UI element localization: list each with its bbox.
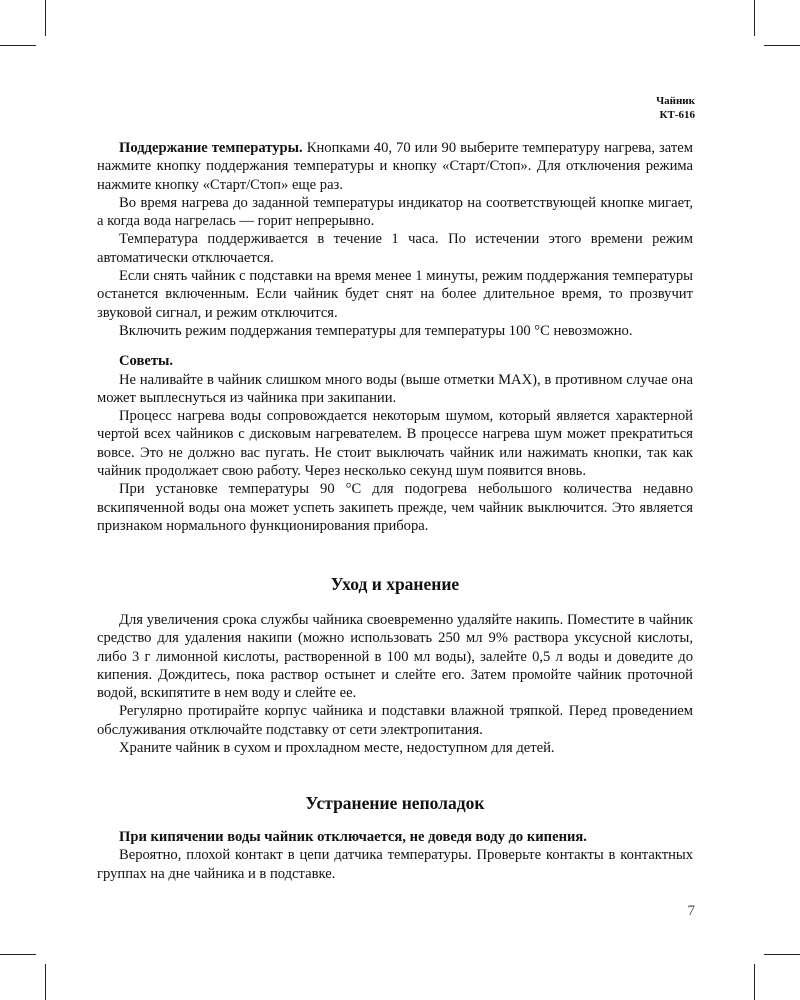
crop-mark <box>754 964 755 1000</box>
paragraph: Храните чайник в сухом и прохладном месте, недоступном для детей. <box>119 740 555 757</box>
crop-mark <box>45 0 46 36</box>
section-heading: Советы. <box>119 353 174 370</box>
crop-mark <box>0 45 36 46</box>
troubleshooting-text <box>97 828 693 883</box>
paragraph: Не наливайте в чайник слишком много воды (выше отметки МАХ), в противном случае она может выплеснуться из чайника при закипании. <box>97 371 693 406</box>
running-header <box>656 94 695 122</box>
header-product: Чайник <box>656 95 695 107</box>
paragraph: Для увеличения срока службы чайника своевременно удаляйте накипь. Поместите в чайник средство для удаления накипи (можно использовать 250 мл 9% раствора уксусной кислоты, либо 3 г лимонной кислоты, растворенной в 100 мл воды), залейте 0,5 л воды и доведите до кипения. Дождитесь, пока раствор остынет и слейте его. Затем промойте чайник проточной водой, вскипятите в нем воду и слейте ее. <box>97 612 693 702</box>
paragraph: Если снять чайник с подставки на время менее 1 минуты, режим поддержания температуры останется включенным. Если чайник будет снят на более длительное время, то прозвучит звуковой сигнал, и режим отключится. <box>97 268 693 321</box>
crop-mark <box>754 0 755 36</box>
paragraph: При установке температуры 90 °С для подогрева небольшого количества недавно вскипяченной воды она может успеть закипеть прежде, чем чайник выключится. Это является признаком нормального функционирования прибора. <box>97 481 693 534</box>
crop-mark <box>45 964 46 1000</box>
paragraph: Процесс нагрева воды сопровождается некоторым шумом, который является характерной чертой всех чайников с дисковым нагревателем. В процессе нагрева шум может прекратиться вовсе. Это не должно вас пугать. Не стоит выключать чайник или нажимать кнопки, так как чайник продолжает свою работу. Через несколько секунд шум появится вновь. <box>97 408 693 480</box>
section-heading: Поддержание температуры. <box>119 140 303 156</box>
paragraph: Поддержание температуры. Кнопками 40, 70 или 90 выберите температуру нагрева, затем нажмите кнопку поддержания температуры и кнопку «Старт/Стоп». Для отключения режима нажмите кнопку «Старт/Стоп» еще раз. <box>97 140 694 193</box>
paragraph: Включить режим поддержания температуры для температуры 100 °С невозможно. <box>119 322 633 339</box>
paragraph: Во время нагрева до заданной температуры индикатор на соответствующей кнопке мигает, а когда вода нагрелась — горит непрерывно. <box>97 194 693 230</box>
section-title-care: Уход и хранение <box>330 574 460 594</box>
problem-line: При кипячении воды чайник отключается, не доведя воду до кипения. <box>119 829 587 845</box>
main-text <box>97 139 693 535</box>
crop-mark <box>0 954 36 955</box>
paragraph: Вероятно, плохой контакт в цепи датчика температуры. Проверьте контакты в контактных группах на дне чайника и в подставке. <box>97 847 693 882</box>
tips-heading-line <box>97 352 693 370</box>
crop-mark <box>764 45 800 46</box>
care-text <box>97 611 693 757</box>
paragraph: Температура поддерживается в течение 1 часа. По истечении этого времени режим автоматически отключается. <box>97 231 693 266</box>
section-title-troubleshooting: Устранение неполадок <box>305 793 485 813</box>
page-number: 7 <box>687 903 695 919</box>
header-model: КТ-616 <box>659 109 695 121</box>
paragraph: Регулярно протирайте корпус чайника и подставки влажной тряпкой. Перед проведением обслуживания отключайте подставку от сети электропитания. <box>97 703 693 738</box>
crop-mark <box>764 954 800 955</box>
